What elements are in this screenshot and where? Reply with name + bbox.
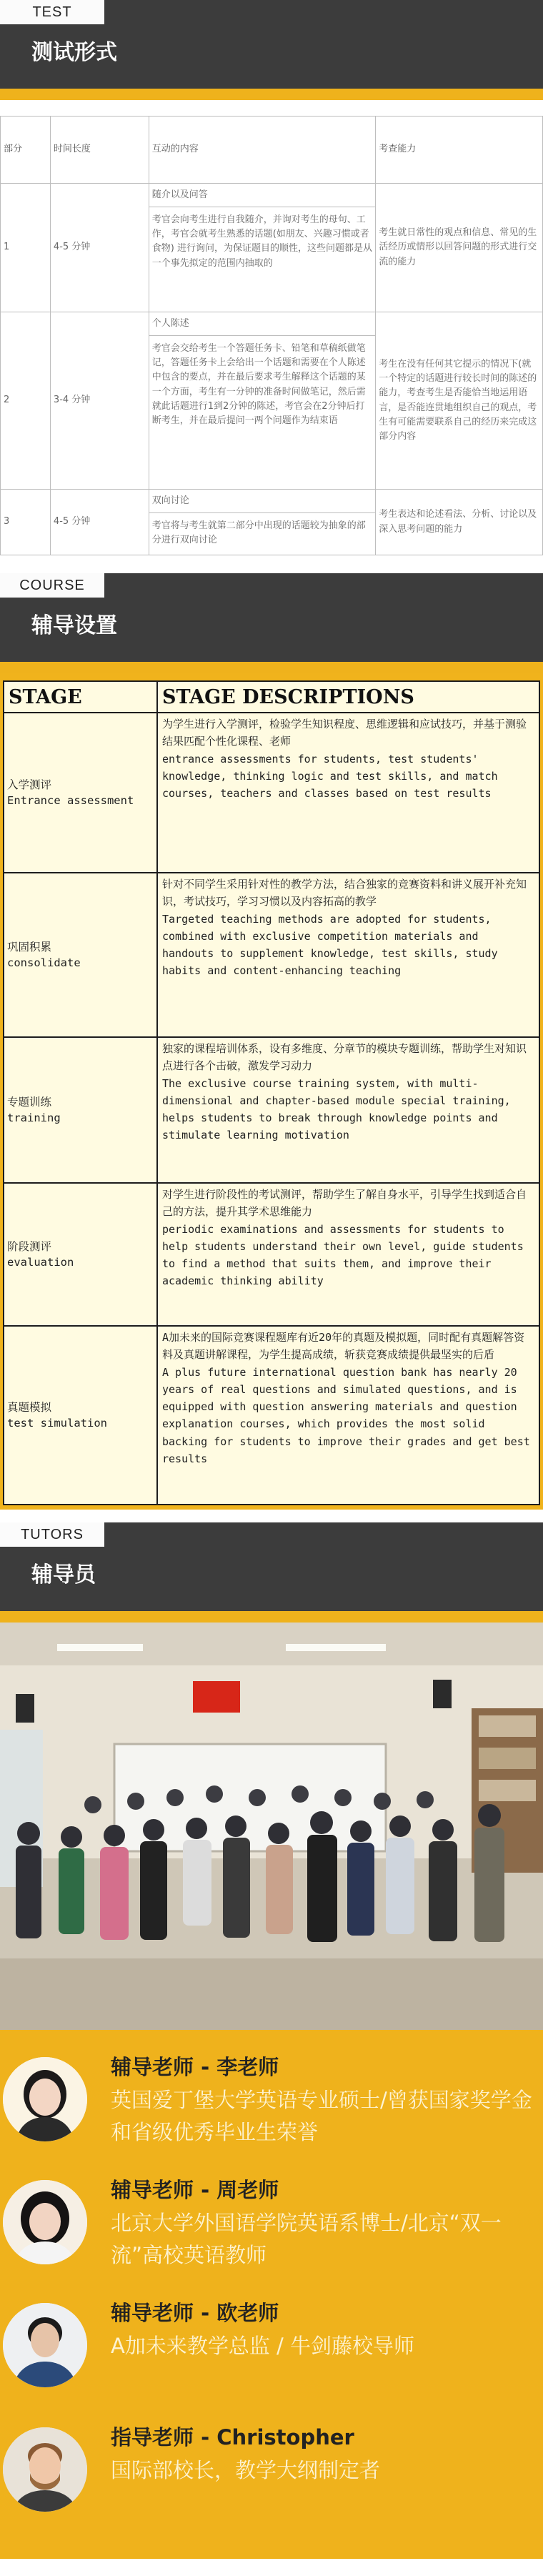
column-header: 互动的内容: [149, 117, 376, 184]
ability-cell: 考生就日常性的观点和信息、常见的生活经历或情形以回答问题的形式进行交流的能力: [376, 184, 543, 312]
content-cell: [149, 312, 376, 490]
stage-name-zh: 真题模拟: [7, 1400, 52, 1414]
tutor-name: 辅导老师 - 欧老师: [111, 2301, 279, 2325]
ability-cell: 考生表达和论述看法、分析、讨论以及深入思考问题的能力: [376, 490, 543, 555]
content-text: 考官将与考生就第二部分中出现的话题较为抽象的部分进行双向讨论: [151, 520, 366, 546]
tutor-name: 辅导老师 - 周老师: [111, 2178, 279, 2202]
stage-name-en: test simulation: [7, 1417, 107, 1430]
stage-name-cell: [4, 873, 157, 1037]
tutor-avatar: [3, 2427, 87, 2512]
stage-name-cell: [4, 1326, 157, 1505]
part-cell: 3: [1, 490, 51, 555]
content-text: 考官会向考生进行自我随介，并询对考生的母句、工作，考官会就考生熟悉的话题(如朋友、兴趣习惯或者食物) 进行询问，为保证题目的顺性，这些问题都是从一个事先拟定的范围内抽取的: [151, 214, 372, 269]
table-row: [4, 1037, 539, 1183]
stage-name-zh: 入学测评: [7, 778, 52, 791]
stage-name-cell: [4, 1183, 157, 1326]
content-text: 考官会交给考生一个答题任务卡、铅笔和草稿纸做笔记，答题任务卡上会给出一个话题和需要在个人陈述中包含的要点，并在最后要求考生解释这个话题的某一个方面，考生有一分钟的准备时间做笔记，然后需就此话题进行1到2分钟的陈述，考官会在2分钟后打断考生，并在最后提问一两个问题作为结束语: [151, 343, 366, 426]
content-subtitle: 双向讨论: [149, 490, 376, 513]
tutor-description: 国际部校长，教学大纲制定者: [111, 2458, 381, 2482]
stage-name-zh: 阶段测评: [7, 1239, 52, 1253]
table-row: [4, 873, 539, 1037]
stage-desc-en: periodic examinations and assessments for students to help students understand their own level, guide students to find a method that suits them, and improve their academic thinking ability: [162, 1222, 524, 1288]
section-tag: COURSE: [0, 573, 104, 598]
table-row: [4, 713, 539, 873]
time-cell: 4-5 分钟: [50, 184, 149, 312]
table-header-row: [1, 117, 543, 184]
stage-desc-cell: [157, 713, 539, 873]
stage-desc-zh: 独家的课程培训体系，设有多维度、分章节的模块专题训练，帮助学生对知识点进行各个击破，激发学习动力: [162, 1042, 527, 1073]
section-title: 辅导设置: [31, 613, 117, 638]
content-cell: [149, 490, 376, 555]
gold-stripe: [0, 1611, 543, 1623]
stage-desc-cell: [157, 1183, 539, 1326]
part-cell: 2: [1, 312, 51, 490]
section-title: 辅导员: [31, 1562, 96, 1587]
section-tag: TEST: [0, 0, 104, 24]
table-row: [4, 1326, 539, 1505]
section-tag: TUTORS: [0, 1522, 104, 1547]
section-title: 测试形式: [31, 40, 117, 65]
time-cell: 3-4 分钟: [50, 312, 149, 490]
ability-cell: 考生在没有任何其它提示的情况下(就一个特定的话题进行较长时间的陈述的能力，考查考生是否能恰当地运用语言，是否能连贯地组织自己的观点，考生有可能需要联系自己的经历来完成这部分内容: [376, 312, 543, 490]
tutor-description: 北京大学外国语学院英语系博士/北京“双一流”高校英语教师: [111, 2211, 502, 2267]
stage-desc-cell: [157, 873, 539, 1037]
table-header-row: [4, 681, 539, 713]
table-row: [4, 1183, 539, 1326]
stage-desc-cell: [157, 1037, 539, 1183]
stage-desc-cell: [157, 1326, 539, 1505]
stage-desc-zh: 为学生进行入学测评，检验学生知识程度、思维逻辑和应试技巧，并基于测验结果匹配个性化课程、老师: [162, 718, 527, 748]
tutor-avatar: [3, 2180, 87, 2264]
course-stage-section: [0, 673, 543, 1510]
tutor-avatar: [3, 2303, 87, 2387]
content-cell: [149, 184, 376, 312]
stage-name-zh: 专题训练: [7, 1095, 52, 1109]
stage-desc-zh: A加未来的国际竞赛课程题库有近20年的真题及模拟题，同时配有真题解答资料及真题讲解课程，为学生提高成绩，斩获竞赛成绩提供最坚实的后盾: [162, 1331, 525, 1362]
column-header: 时间长度: [50, 117, 149, 184]
stage-name-cell: [4, 1037, 157, 1183]
tutors-list: [0, 2030, 543, 2559]
gold-stripe: [0, 662, 543, 673]
group-photo: [0, 1623, 543, 2030]
stage-desc-en: Targeted teaching methods are adopted for students, combined with exclusive competition materials and handouts to supplement knowledge, test skills, study habits and content-enhancing teaching: [162, 912, 498, 978]
stage-desc-en: entrance assessments for students, test students' knowledge, thinking logic and test skills, and match courses, teachers and classes based on test results: [162, 752, 498, 801]
table-row: [1, 312, 543, 490]
stage-desc-en: A plus future international question bank has nearly 20 years of real questions and simulated questions, and is equipped with question answering materials and question explanation courses, which provides the most solid backing for students to improve their grades and get best results: [162, 1365, 530, 1466]
stage-desc-zh: 针对不同学生采用针对性的教学方法，结合独家的竞赛资料和讲义展开补充知识，考试技巧，学习习惯以及内容拓高的教学: [162, 878, 527, 908]
stage-table: [3, 680, 540, 1505]
table-row: [1, 490, 543, 555]
column-header: 考查能力: [376, 117, 543, 184]
tutor-description: 英国爱丁堡大学英语专业硕士/曾获国家奖学金和省级优秀毕业生荣誉: [111, 2088, 532, 2144]
gold-stripe: [0, 89, 543, 100]
stage-name-en: training: [7, 1111, 61, 1124]
stage-name-en: consolidate: [7, 956, 81, 969]
time-cell: 4-5 分钟: [50, 490, 149, 555]
stage-desc-zh: 对学生进行阶段性的考试测评，帮助学生了解自身水平，引导学生找到适合自己的方法，提升其学术思维能力: [162, 1188, 527, 1219]
tutor-card: [0, 2297, 543, 2404]
course-section-header: [0, 573, 543, 673]
tutor-card: [0, 2422, 543, 2529]
tutor-description: A加未来教学总监 / 牛剑藤校导师: [111, 2334, 415, 2358]
stage-name-en: Entrance assessment: [7, 794, 134, 807]
table-row: [1, 184, 543, 312]
tutor-name: 指导老师 - Christopher: [111, 2425, 354, 2449]
test-format-table: [0, 116, 543, 555]
stage-name-cell: [4, 713, 157, 873]
tutor-avatar: [3, 2057, 87, 2141]
spacer: [0, 1510, 543, 1522]
column-header: STAGE: [4, 681, 157, 713]
content-subtitle: 随介以及问答: [149, 184, 376, 207]
part-cell: 1: [1, 184, 51, 312]
test-format-section: [0, 100, 543, 573]
stage-name-zh: 巩固积累: [7, 940, 52, 953]
group-photo-image: [0, 1623, 543, 2030]
test-section-header: [0, 0, 543, 100]
content-subtitle: 个人陈述: [149, 312, 376, 336]
tutor-card: [0, 2051, 543, 2159]
tutor-card: [0, 2174, 543, 2282]
stage-name-en: evaluation: [7, 1256, 74, 1269]
tutors-section-header: [0, 1522, 543, 1623]
tutor-name: 辅导老师 - 李老师: [111, 2055, 279, 2079]
column-header: 部分: [1, 117, 51, 184]
stage-desc-en: The exclusive course training system, with multi-dimensional and chapter-based module special training, helps students to break through knowledge points and stimulate learning motivation: [162, 1076, 511, 1142]
column-header: STAGE DESCRIPTIONS: [157, 681, 539, 713]
